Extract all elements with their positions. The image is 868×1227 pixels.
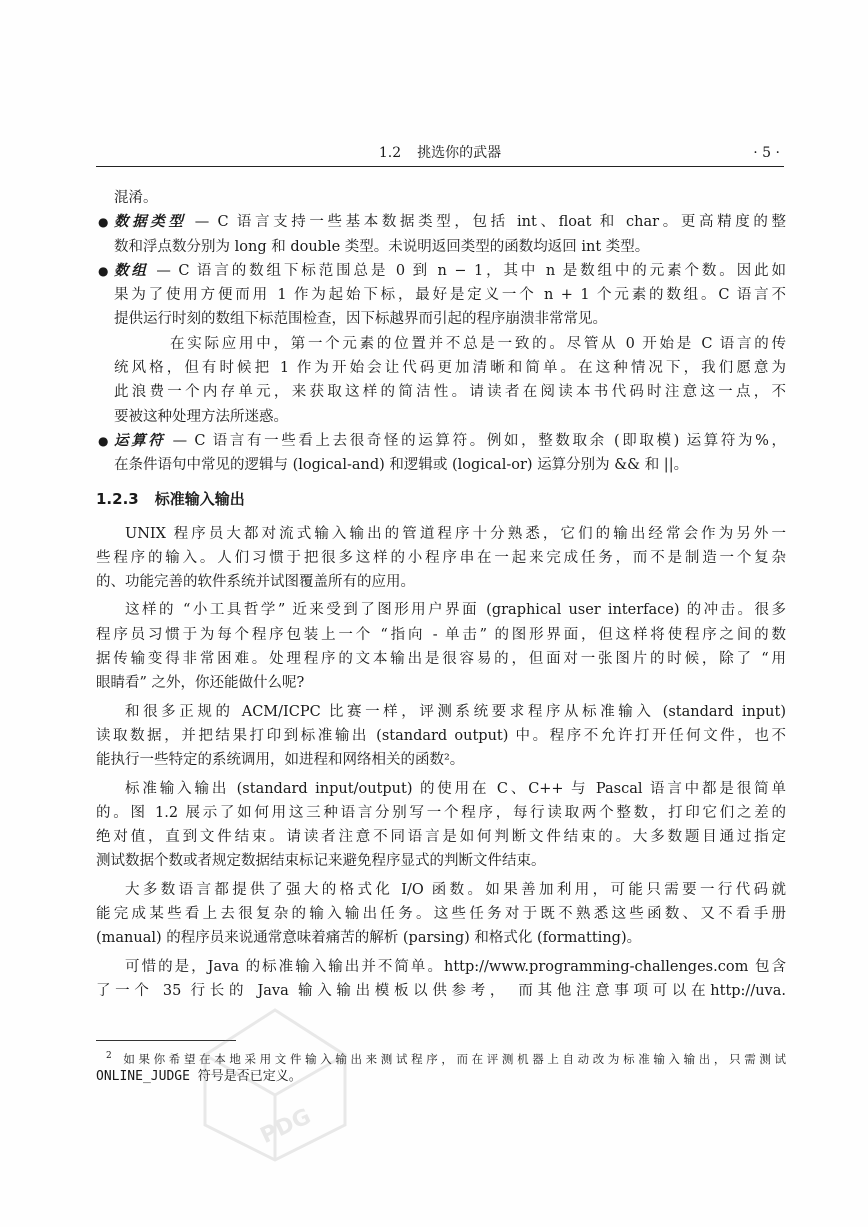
- footnote: [96, 1046, 786, 1086]
- text-line: 能完成某些看上去很复杂的输入输出任务。这些任务对于既不熟悉这些函数、又不看手册: [96, 906, 786, 923]
- text-line: 提供运行时刻的数组下标范围检查，因下标越界而引起的程序崩溃非常常见。: [114, 311, 607, 328]
- footnote-line: [96, 1066, 786, 1086]
- header-section-title: 挑选你的武器: [417, 145, 502, 161]
- text-line: 眼睛看” 之外，你还能做什么呢?: [96, 675, 305, 692]
- text-line: 的。图 1.2 展示了如何用这三种语言分别写一个程序，每行读取两个整数，打印它们之差的: [96, 804, 786, 821]
- text-line: (manual) 的程序员来说通常意味着痛苦的解析 (parsing) 和格式化 (formatting)。: [96, 930, 642, 947]
- section-number: 1.2.3: [96, 489, 139, 508]
- text-line: 在实际应用中，第一个元素的位置并不总是一致的。尽管从 0 开始是 C 语言的传: [170, 335, 786, 352]
- running-header: [96, 142, 784, 164]
- text-line: 大多数语言都提供了强大的格式化 I/O 函数。如果善加利用，可能只需要一行代码就: [125, 881, 786, 898]
- text-line: 些程序的输入。人们习惯于把很多这样的小程序串在一起来完成任务，而不是制造一个复杂: [96, 549, 786, 566]
- text-line: 能执行一些特定的系统调用，如进程和网络相关的函数²。: [96, 752, 465, 769]
- text-line: 程序员习惯于为每个程序包装上一个 “指向 - 单击” 的图形界面，但这样将使程序之间的数: [96, 626, 786, 643]
- bullet-icon: ●: [98, 263, 109, 278]
- text-line: 可惜的是，Java 的标准输入输出并不简单。http://www.programming-challenges.com 包含: [125, 958, 786, 975]
- text-line: UNIX 程序员大都对流式输入输出的管道程序十分熟悉，它们的输出经常会作为另外一: [125, 525, 786, 542]
- running-header-title: [96, 142, 784, 164]
- text-line: 数和浮点数分别为 long 和 double 类型。未说明返回类型的函数均返回 int 类型。: [114, 238, 650, 255]
- text-line: 了一个 35 行长的 Java 输入输出模板以供参考， 而其他注意事项可以在http://uva.: [96, 982, 786, 999]
- footnote-text: 如果你希望在本地采用文件输入输出来测试程序，而在评测机器上自动改为标准输入输出，只需测试: [119, 1051, 786, 1066]
- list-term: 数组: [114, 261, 149, 279]
- list-item-operators: [96, 429, 786, 453]
- text-line: 在条件语句中常见的逻辑与 (logical-and) 和逻辑或 (logical-or) 运算分别为 && 和 ||。: [114, 457, 689, 474]
- bullet-icon: ●: [98, 433, 109, 448]
- main-text: [96, 186, 786, 1003]
- text-line: 此浪费一个内存单元，来获取这样的简洁性。请读者在阅读本书代码时注意这一点，不: [114, 384, 786, 401]
- text-line: 果为了使用方便而用 1 作为起始下标，最好是定义一个 n + 1 个元素的数组。C 语言不: [114, 287, 786, 304]
- section-title: 标准输入输出: [154, 489, 245, 508]
- text-line: 读取数据，并把结果打印到标准输出 (standard output) 中。程序不允许打开任何文件，也不: [96, 727, 786, 744]
- text-line: 混淆。: [114, 190, 158, 206]
- footnote-rule: [96, 1040, 236, 1041]
- list-term: 数据类型: [114, 213, 187, 231]
- section-heading: [96, 484, 786, 514]
- text-line: 测试数据个数或者规定数据结束标记来避免程序显式的判断文件结束。: [96, 853, 546, 870]
- list-item-arrays: [96, 259, 786, 283]
- bullet-icon: ●: [98, 215, 109, 230]
- text-line: — C 语言支持一些基本数据类型，包括 int、float 和 char。更高精度的整: [186, 214, 786, 231]
- list-item-data-types: [96, 210, 786, 234]
- footnote-text: ONLINE_JUDGE 符号是否已定义。: [96, 1069, 302, 1084]
- text-line: 绝对值，直到文件结束。请读者注意不同语言是如何判断文件结束的。大多数题目通过指定: [96, 829, 786, 846]
- watermark-text: PDG: [256, 1104, 315, 1150]
- header-section-number: 1.2: [378, 145, 402, 161]
- text-line: 要被这种处理方法所迷惑。: [114, 408, 288, 425]
- text-line: 统风格，但有时候把 1 作为开始会让代码更加清晰和简单。在这种情况下，我们愿意为: [114, 360, 786, 377]
- text-line: — C 语言有一些看上去很奇怪的运算符。例如，整数取余 (即取模) 运算符为%，: [165, 432, 786, 449]
- text-line: 这样的 “小工具哲学” 近来受到了图形用户界面 (graphical user interface) 的冲击。很多: [125, 602, 786, 619]
- text-line: 的、功能完善的软件系统并试图覆盖所有的应用。: [96, 574, 415, 591]
- text-line: — C 语言的数组下标范围总是 0 到 n − 1，其中 n 是数组中的元素个数。因此如: [148, 262, 786, 279]
- header-rule: [96, 166, 784, 167]
- list-term: 运算符: [114, 431, 166, 449]
- footnote-line: [96, 1046, 786, 1066]
- text-line: 据传输变得非常困难。处理程序的文本输出是很容易的，但面对一张图片的时候，除了 “用: [96, 651, 786, 668]
- text-line: 和很多正规的 ACM/ICPC 比赛一样，评测系统要求程序从标准输入 (standard input): [125, 703, 786, 720]
- page-number: · 5 ·: [753, 145, 780, 161]
- footnote-mark: 2: [106, 1051, 112, 1061]
- text-line: 标准输入输出 (standard input/output) 的使用在 C、C++ 与 Pascal 语言中都是很简单: [125, 780, 786, 797]
